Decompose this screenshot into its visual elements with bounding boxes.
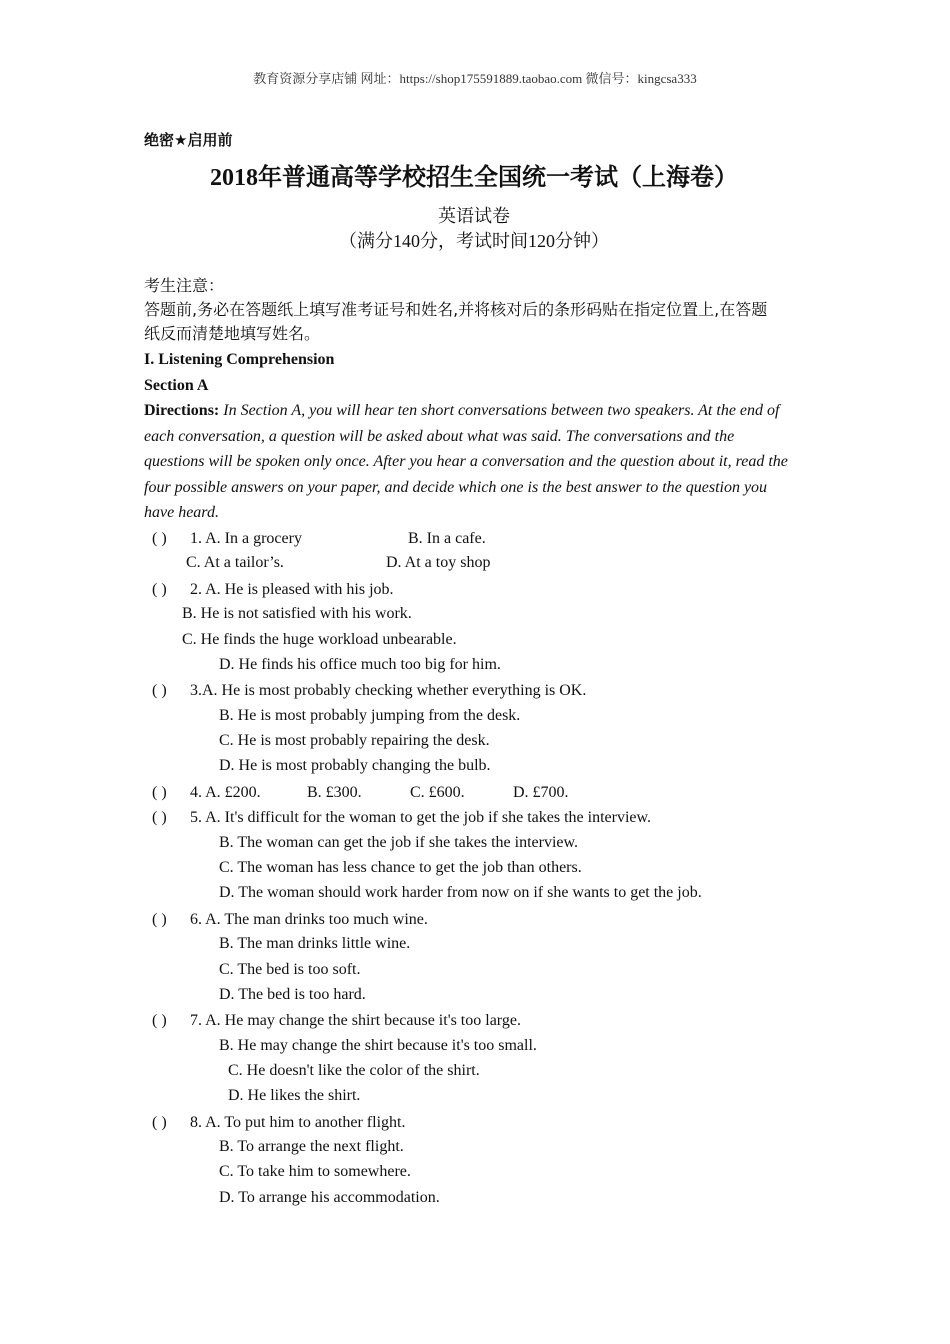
section-heading: Section A bbox=[144, 377, 209, 394]
q8-option-a: 8. A. To put him to another flight. bbox=[190, 1114, 406, 1131]
q2-option-d: D. He finds his office much too big for him. bbox=[219, 656, 501, 673]
q8-option-b: B. To arrange the next flight. bbox=[219, 1138, 404, 1155]
q2-option-b: B. He is not satisfied with his work. bbox=[182, 605, 412, 622]
part-heading: I. Listening Comprehension bbox=[144, 351, 335, 368]
q5-option-d: D. The woman should work harder from now on if she wants to get the job. bbox=[219, 884, 702, 901]
exam-title: 2018年普通高等学校招生全国统一考试（上海卷） bbox=[210, 165, 738, 191]
q2-option-a: 2. A. He is pleased with his job. bbox=[190, 581, 394, 598]
q5-option-b: B. The woman can get the job if she takes the interview. bbox=[219, 834, 579, 851]
q1-option-a: 1. A. In a grocery bbox=[190, 530, 302, 547]
q3-option-a: 3.A. He is most probably checking whether everything is OK. bbox=[190, 682, 587, 699]
secret-label: 绝密★启用前 bbox=[144, 131, 233, 149]
q4-option-b: B. £300. bbox=[307, 784, 362, 801]
q6-option-a: 6. A. The man drinks too much wine. bbox=[190, 911, 428, 928]
notice-line-2: 纸反而清楚地填写姓名。 bbox=[144, 324, 321, 343]
q4-option-a: 4. A. £200. bbox=[190, 784, 261, 801]
q2-option-c: C. He finds the huge workload unbearable. bbox=[182, 631, 457, 648]
answer-bracket: ( ) bbox=[152, 784, 167, 801]
directions-label: Directions: bbox=[144, 402, 220, 419]
directions bbox=[144, 398, 796, 526]
q4-option-d: D. £700. bbox=[513, 784, 569, 801]
answer-bracket: ( ) bbox=[152, 530, 167, 547]
exam-meta: （满分140分，考试时间120分钟） bbox=[339, 231, 609, 251]
q3-option-b: B. He is most probably jumping from the desk. bbox=[219, 707, 521, 724]
header-watermark: 教育资源分享店铺 网址：https://shop175591889.taobao.com 微信号：kingcsa333 bbox=[253, 71, 697, 86]
q8-option-c: C. To take him to somewhere. bbox=[219, 1163, 411, 1180]
q1-option-b: B. In a cafe. bbox=[408, 530, 486, 547]
notice-line-1: 答题前,务必在答题纸上填写准考证号和姓名,并将核对后的条形码贴在指定位置上,在答题 bbox=[144, 300, 768, 319]
q6-option-c: C. The bed is too soft. bbox=[219, 961, 361, 978]
answer-bracket: ( ) bbox=[152, 581, 167, 598]
q6-option-d: D. The bed is too hard. bbox=[219, 986, 366, 1003]
directions-text: In Section A, you will hear ten short conversations between two speakers. At the end of each conversation, a question will be asked about what was said. The conversations and the questions will be spoken only once. After you hear a conversation and the question about it, read the four possible answers on your paper, and decide which one is the best answer to the question you have heard. bbox=[144, 402, 788, 521]
q4-option-c: C. £600. bbox=[410, 784, 465, 801]
notice-heading: 考生注意： bbox=[144, 276, 225, 295]
q1-option-d: D. At a toy shop bbox=[386, 554, 491, 571]
answer-bracket: ( ) bbox=[152, 911, 167, 928]
q7-option-a: 7. A. He may change the shirt because it's too large. bbox=[190, 1012, 521, 1029]
answer-bracket: ( ) bbox=[152, 682, 167, 699]
q7-option-b: B. He may change the shirt because it's too small. bbox=[219, 1037, 537, 1054]
q1-option-c: C. At a tailor’s. bbox=[186, 554, 284, 571]
q6-option-b: B. The man drinks little wine. bbox=[219, 935, 411, 952]
subject-title: 英语试卷 bbox=[438, 206, 510, 226]
q3-option-c: C. He is most probably repairing the desk. bbox=[219, 732, 490, 749]
q7-option-c: C. He doesn't like the color of the shirt. bbox=[228, 1062, 480, 1079]
answer-bracket: ( ) bbox=[152, 809, 167, 826]
q3-option-d: D. He is most probably changing the bulb. bbox=[219, 757, 491, 774]
answer-bracket: ( ) bbox=[152, 1114, 167, 1131]
q8-option-d: D. To arrange his accommodation. bbox=[219, 1189, 440, 1206]
q5-option-a: 5. A. It's difficult for the woman to get the job if she takes the interview. bbox=[190, 809, 651, 826]
answer-bracket: ( ) bbox=[152, 1012, 167, 1029]
q5-option-c: C. The woman has less chance to get the job than others. bbox=[219, 859, 582, 876]
q7-option-d: D. He likes the shirt. bbox=[228, 1087, 361, 1104]
